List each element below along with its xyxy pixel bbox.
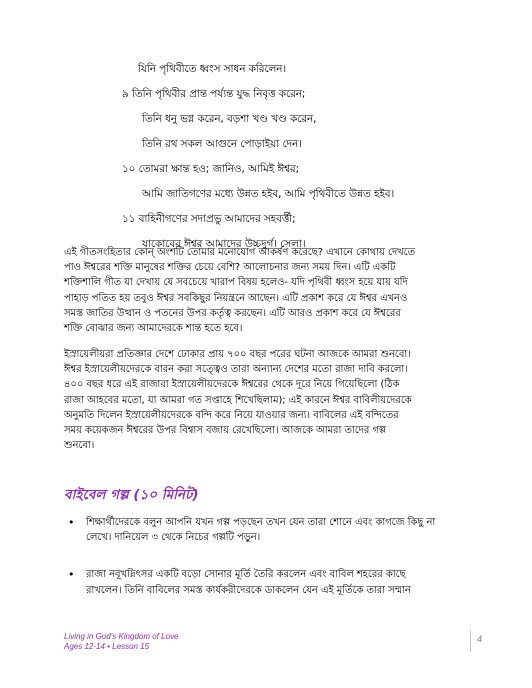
- bullet-item: [64, 515, 484, 545]
- paragraph-line: ঈশ্বর ইস্রায়েলীয়দেরকে বারন করা সত্ত্বেও তারা অন্যান্য দেশের মতো রাজা দাবি করলো।: [64, 364, 408, 376]
- bullet-list: [64, 515, 484, 598]
- footer-lesson: Ages 12-14 • Lesson 15: [64, 642, 150, 651]
- paragraph-line: শক্তিশালি গীত যা দেখায় যে সবচেয়ে খারাপ বিষয় হলেও- যদি পৃথিবী ধ্বংস হয়ে যায় যদি: [64, 277, 408, 289]
- bullet-line: শিক্ষার্থীদেরকে বলুন আপনি যখন গল্প পড়ছেন তখন যেন তারা শোনে এবং কাগজে কিছু না: [86, 517, 436, 528]
- paragraph-line: শুনবো।: [64, 440, 95, 452]
- section-heading: বাইবেল গল্প (১০ মিনিট): [64, 487, 199, 503]
- paragraph-line: ৪০০ বছর ধরে এই রাজারা ইস্রায়েলীয়দেরকে ঈশ্বরের থেকে দূরে নিয়ে গিয়েছিলো (ঠিক: [64, 379, 400, 391]
- bullet-line: রাখলেন। তিনি বাবিলের সমস্ত কার্যকরীদেরকে ডাকলেন যেন এই মূর্তিকে তারা সম্মান: [86, 584, 411, 596]
- paragraph-line: পাহাড় পতিত হয় তবুও ঈশ্বর সবকিছুর নিয়ন্ত্রনে আছেন। এটি প্রকাশ করে যে ঈশ্বর এখনও: [64, 292, 408, 304]
- paragraph-line: অনুমতি দিলেন ইস্রায়েলীয়দেরকে বন্দি করে নিয়ে যাওয়ার জন্য। বাবিলের এই বন্দিতের: [64, 409, 399, 421]
- psalm-line: তিনি ধনু ভগ্ন করেন, বড়শা খণ্ড খণ্ড করেন,: [142, 113, 317, 125]
- psalm-line: যাকোবের ঈশ্বর আমাদের উচ্চদুর্গ। সেলা।: [142, 238, 306, 250]
- context-paragraph: [64, 347, 482, 453]
- psalm-line: আমি জাতিগণের মধ্যে উন্নত হইব, আমি পৃথিবীতে উন্নত হইব।: [142, 188, 395, 200]
- bullet-line: লেখে। দানিয়েল ৩ থেকে নিচের গল্পটি পড়ুন।: [86, 532, 261, 544]
- paragraph-line: সময় কয়েকজন ঈশ্বরের উপর বিশ্বাস বজায় রেখেছিলো। আজকে আমরা তাদের গল্প: [64, 424, 386, 436]
- bullet-icon: •: [68, 568, 75, 582]
- bullet-icon: •: [68, 516, 75, 529]
- paragraph-line: শক্তি বোঝার জন্য আমাদেরকে শান্ত হতে হবে।: [64, 322, 243, 334]
- psalm-line: ১১ বাহিনীগণের সদাপ্রভু আমাদের সহবর্ত্তী;: [122, 213, 296, 225]
- paragraph-line: রাজা আহবের মতো, যা আমরা গত সপ্তাহে শিখেছিলাম); এই কারনে ঈশ্বর বাবিলীয়দেরকে: [64, 394, 412, 406]
- psalm-line: তিনি রথ সকল আগুনে পোড়াইয়া দেন।: [142, 138, 302, 150]
- footer: [64, 632, 178, 652]
- paragraph-line: পাও ঈশ্বরের শক্তি মানুষের শক্তির চেয়ে বেশি? আলোচনার জন্য সময় দিন। এটি একটি: [64, 262, 396, 274]
- psalm-line: ৯ তিনি পৃথিবীর প্রান্ত পর্য্যন্ত যুদ্ধ নিবৃত্ত করেন;: [122, 88, 306, 100]
- page-number: 4: [477, 634, 483, 644]
- paragraph-line: ইস্রায়েলীয়রা প্রতিজ্ঞার দেশে ঢোকার প্রায় ৭০০ বছর পরের ঘটনা আজকে আমরা শুনবো।: [64, 349, 411, 360]
- psalm-line: যিনি পৃথিবীতে ধ্বংস সাধন করিলেন।: [138, 63, 287, 75]
- bullet-item: [64, 567, 484, 597]
- psalm-line: ১০ তোমরা ক্ষান্ত হও; জানিও, আমিই ঈশ্বর;: [122, 163, 300, 175]
- bullet-line: রাজা নবূখদ্নিৎসর একটি বড়ো সোনার মূর্তি তৈরি করলেন এবং বাবিল শহরের কাছে: [86, 569, 406, 581]
- footer-divider: [470, 630, 471, 652]
- paragraph-line: সমস্ত জাতির উত্থান ও পতনের উপর কর্তৃত্ব করছেন। এটি আরও প্রকাশ করে যে ঈশ্বরের: [64, 307, 401, 319]
- footer-title: Living in God's Kingdom of Love: [64, 632, 179, 641]
- discussion-paragraph: [64, 245, 482, 336]
- paragraph-line: এই গীতসংহিতার কোন্ অংশটি তোমার মনোযোগ আকর্ষণ করেছে? এখানে কোথায় দেখতে: [64, 247, 416, 258]
- psalm-quote: [122, 63, 518, 250]
